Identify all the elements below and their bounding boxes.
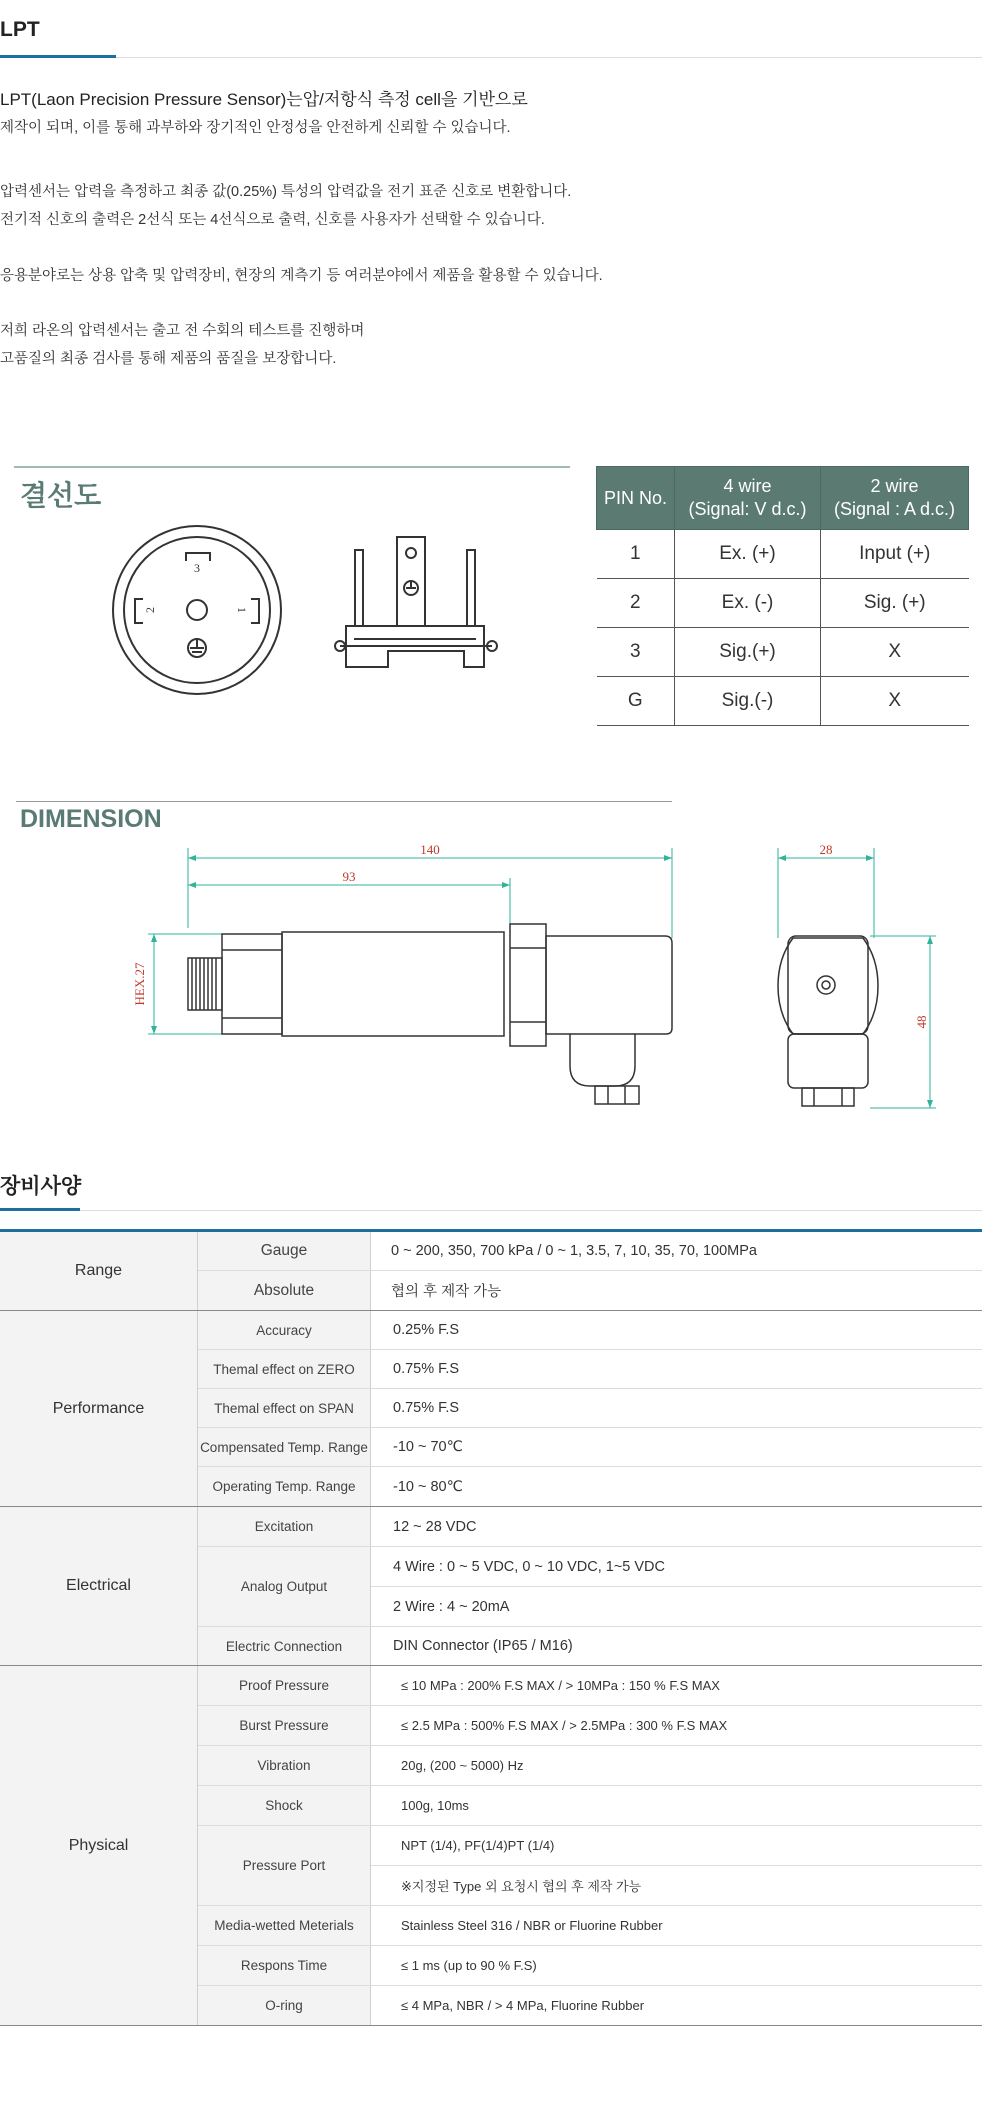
spec-row bbox=[0, 1507, 982, 1547]
spec-value: ※지정된 Type 외 요청시 협의 후 제작 가능 bbox=[371, 1866, 982, 1906]
spec-label: Themal effect on SPAN bbox=[198, 1389, 371, 1428]
spec-title-accent bbox=[0, 1208, 80, 1211]
side-pin-left bbox=[355, 550, 363, 626]
spec-group-performance: Performance bbox=[0, 1311, 198, 1507]
pin-header-2wire-title: 2 wire bbox=[870, 476, 919, 496]
title-divider bbox=[0, 57, 982, 58]
spec-label: Gauge bbox=[198, 1231, 371, 1271]
intro-line: 제작이 되며, 이를 통해 과부하와 장기적인 안정성을 안전하게 신뢰할 수 있습니다. bbox=[0, 120, 511, 136]
spec-group-physical: Physical bbox=[0, 1666, 198, 2026]
dim-width: 28 bbox=[819, 842, 833, 857]
spec-value: -10 ~ 70℃ bbox=[371, 1428, 982, 1467]
spec-value: ≤ 4 MPa, NBR / > 4 MPa, Fluorine Rubber bbox=[371, 1986, 982, 2026]
pin-cell: 2 bbox=[597, 579, 675, 628]
spec-value: 20g, (200 ~ 5000) Hz bbox=[371, 1746, 982, 1786]
spec-value: 12 ~ 28 VDC bbox=[371, 1507, 982, 1547]
spec-value: 0.25% F.S bbox=[371, 1311, 982, 1350]
front-round-body bbox=[778, 938, 878, 1034]
pin-label-2: 2 bbox=[143, 607, 157, 613]
spec-label: Electric Connection bbox=[198, 1627, 371, 1666]
hex-nut bbox=[222, 934, 282, 1034]
sensor-body bbox=[282, 932, 504, 1036]
spec-label: Media-wetted Meterials bbox=[198, 1906, 371, 1946]
title-accent bbox=[0, 55, 116, 58]
spec-label: Pressure Port bbox=[198, 1826, 371, 1906]
spec-row bbox=[0, 1231, 982, 1271]
pin-row bbox=[597, 677, 969, 726]
cable-nut bbox=[510, 924, 546, 1046]
pin-header-4wire-title: 4 wire bbox=[723, 476, 772, 496]
spec-value: 0.75% F.S bbox=[371, 1389, 982, 1428]
spec-value: 0 ~ 200, 350, 700 kPa / 0 ~ 1, 3.5, 7, 10, 35, 70, 100MPa bbox=[371, 1231, 982, 1271]
spec-group-range: Range bbox=[0, 1231, 198, 1311]
connector-diagram bbox=[100, 515, 520, 695]
spec-label: Operating Temp. Range bbox=[198, 1467, 371, 1507]
spec-row bbox=[0, 1666, 982, 1706]
spec-value: 2 Wire : 4 ~ 20mA bbox=[371, 1587, 982, 1627]
spec-value: ≤ 2.5 MPa : 500% F.S MAX / > 2.5MPa : 300 % F.S MAX bbox=[371, 1706, 982, 1746]
spec-value: 4 Wire : 0 ~ 5 VDC, 0 ~ 10 VDC, 1~5 VDC bbox=[371, 1547, 982, 1587]
spec-label: Vibration bbox=[198, 1746, 371, 1786]
pin-cell: Sig.(+) bbox=[675, 628, 821, 677]
dimension-title: DIMENSION bbox=[20, 805, 162, 833]
spec-title-divider bbox=[0, 1210, 982, 1211]
dim-height: 48 bbox=[914, 1015, 929, 1029]
connector-outer-ring bbox=[113, 526, 281, 694]
pin-cell: X bbox=[821, 628, 969, 677]
spec-value: ≤ 10 MPa : 200% F.S MAX / > 10MPa : 150 % F.S MAX bbox=[371, 1666, 982, 1706]
pin-header-4wire bbox=[675, 467, 821, 530]
intro-paragraph-2 bbox=[0, 178, 571, 234]
pin-cell: G bbox=[597, 677, 675, 726]
spec-label: Respons Time bbox=[198, 1946, 371, 1986]
intro-line: LPT(Laon Precision Pressure Sensor)는압/저항식 측정 cell을 기반으로 bbox=[0, 90, 528, 109]
spec-value: 협의 후 제작 가능 bbox=[371, 1271, 982, 1311]
pin-3-bracket bbox=[186, 553, 210, 561]
pin-label-1: 1 bbox=[235, 607, 249, 613]
spec-label: Excitation bbox=[198, 1507, 371, 1547]
spec-value: 0.75% F.S bbox=[371, 1350, 982, 1389]
pin-1-bracket bbox=[251, 599, 259, 623]
dim-total-length: 140 bbox=[420, 842, 440, 857]
spec-title: 장비사양 bbox=[0, 1175, 82, 1198]
dim-hex: HEX.27 bbox=[132, 962, 147, 1006]
pin-label-3: 3 bbox=[194, 561, 200, 575]
pin-cell: Input (+) bbox=[821, 530, 969, 579]
pin-header-2wire-signal: (Signal : A d.c.) bbox=[833, 499, 956, 519]
connector-center-pin bbox=[187, 600, 207, 620]
thread-port bbox=[188, 958, 222, 1010]
pin-cell: Ex. (+) bbox=[675, 530, 821, 579]
intro-paragraph-3 bbox=[0, 262, 603, 290]
spec-row bbox=[0, 1311, 982, 1350]
intro-paragraph-4 bbox=[0, 317, 364, 373]
spec-label: Shock bbox=[198, 1786, 371, 1826]
front-connector bbox=[788, 936, 868, 1034]
pin-header-pinno: PIN No. bbox=[597, 467, 675, 530]
intro-line: 압력센서는 압력을 측정하고 최종 값(0.25%) 특성의 압력값을 전기 표준 신호로 변환합니다. bbox=[0, 184, 572, 200]
pin-row bbox=[597, 530, 969, 579]
connector-head bbox=[546, 936, 672, 1086]
wiring-rule bbox=[14, 466, 570, 468]
pin-2-bracket bbox=[135, 599, 143, 623]
spec-label: Compensated Temp. Range bbox=[198, 1428, 371, 1467]
pin-table bbox=[596, 466, 969, 726]
spec-label: Proof Pressure bbox=[198, 1666, 371, 1706]
side-pin-right bbox=[467, 550, 475, 626]
pin-cell: 3 bbox=[597, 628, 675, 677]
pin-cell: Ex. (-) bbox=[675, 579, 821, 628]
pin-cell: Sig. (+) bbox=[821, 579, 969, 628]
pin-header-4wire-signal: (Signal: V d.c.) bbox=[688, 499, 807, 519]
intro-line: 응용분야로는 상용 압축 및 압력장비, 현장의 계측기 등 여러분야에서 제품을 활용할 수 있습니다. bbox=[0, 268, 603, 284]
spec-value: DIN Connector (IP65 / M16) bbox=[371, 1627, 982, 1666]
spec-value: Stainless Steel 316 / NBR or Fluorine Rubber bbox=[371, 1906, 982, 1946]
spec-value: -10 ~ 80℃ bbox=[371, 1467, 982, 1507]
spec-group-electrical: Electrical bbox=[0, 1507, 198, 1666]
spec-label: Analog Output bbox=[198, 1547, 371, 1627]
spec-label: Burst Pressure bbox=[198, 1706, 371, 1746]
pin-table-header bbox=[597, 467, 969, 530]
pin-cell: X bbox=[821, 677, 969, 726]
front-screw bbox=[817, 976, 835, 994]
dimension-drawing bbox=[130, 838, 950, 1118]
pin-header-2wire bbox=[821, 467, 969, 530]
pin-row bbox=[597, 579, 969, 628]
spec-table bbox=[0, 1229, 982, 2026]
spec-label: O-ring bbox=[198, 1986, 371, 2026]
spec-value: NPT (1/4), PF(1/4)PT (1/4) bbox=[371, 1826, 982, 1866]
dimension-rule bbox=[16, 801, 672, 802]
intro-paragraph-1 bbox=[0, 86, 528, 142]
spec-label: Themal effect on ZERO bbox=[198, 1350, 371, 1389]
page-title: LPT bbox=[0, 18, 40, 41]
pin-cell: 1 bbox=[597, 530, 675, 579]
spec-label: Accuracy bbox=[198, 1311, 371, 1350]
intro-line: 고품질의 최종 검사를 통해 제품의 품질을 보장합니다. bbox=[0, 351, 337, 367]
intro-line: 저희 라온의 압력센서는 출고 전 수회의 테스트를 진행하며 bbox=[0, 323, 365, 339]
pin-row bbox=[597, 628, 969, 677]
spec-value: 100g, 10ms bbox=[371, 1786, 982, 1826]
intro-line: 전기적 신호의 출력은 2선식 또는 4선식으로 출력, 신호를 사용자가 선택할 수 있습니다. bbox=[0, 212, 545, 228]
pin-cell: Sig.(-) bbox=[675, 677, 821, 726]
spec-value: ≤ 1 ms (up to 90 % F.S) bbox=[371, 1946, 982, 1986]
dim-body-length: 93 bbox=[342, 869, 356, 884]
spec-label: Absolute bbox=[198, 1271, 371, 1311]
wiring-title: 결선도 bbox=[20, 480, 102, 511]
